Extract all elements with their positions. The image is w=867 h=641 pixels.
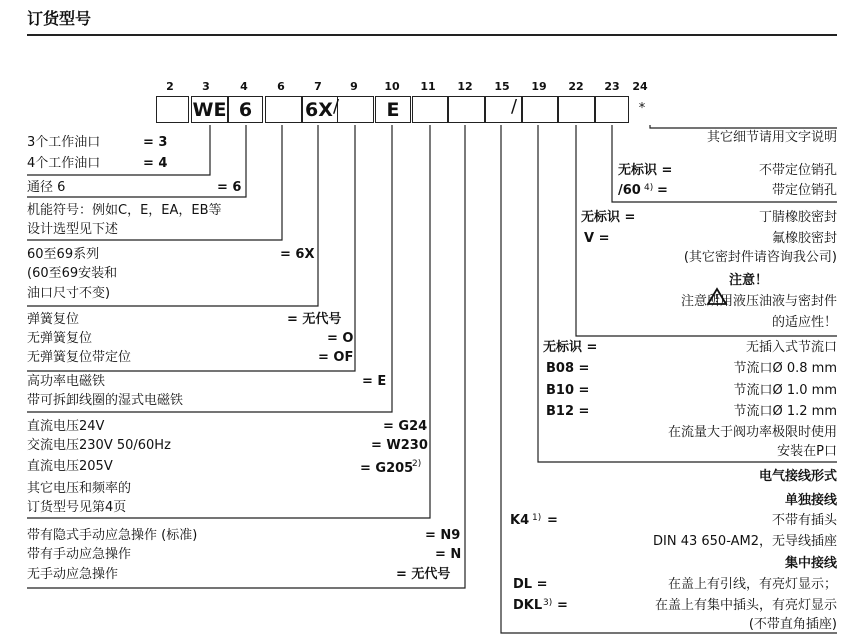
orifice-note: 在流量大于阀功率极限时使用 [667, 425, 837, 440]
dkl-note: (不带直角插座) [748, 617, 837, 632]
nospring-detent-label: 无弹簧复位带定位 [27, 350, 132, 365]
manual-hidden-code: = N9 [425, 528, 461, 543]
position-number: 19 [531, 80, 547, 93]
position-number: 24 [632, 80, 648, 93]
k4-desc: DIN 43 650-AM2，无导线插座 [653, 534, 837, 549]
position-number: 23 [604, 80, 620, 93]
electrical-heading: 电气接线形式 [758, 469, 837, 484]
slash-mark: / [333, 96, 340, 117]
code-box-type: WE [191, 96, 228, 123]
position-number: 15 [494, 80, 510, 93]
dl-code: DL = [513, 577, 548, 592]
footnote-mark: 2) [412, 459, 422, 469]
ports3-label: 3个工作油口 [27, 135, 101, 150]
seal-other-note: (其它密封件请咨询我公司) [683, 250, 837, 265]
position-number: 22 [568, 80, 584, 93]
series-label: 60至69系列 [27, 247, 100, 262]
voltage-205-code: = G205 [360, 461, 414, 476]
position-number: 2 [166, 80, 174, 93]
ports4-label: 4个工作油口 [27, 156, 101, 171]
orifice-b10-desc: 节流口Ø 1.0 mm [733, 383, 837, 398]
voltage-24-label: 直流电压24V [27, 419, 105, 434]
series-note: 油口尺寸不变) [27, 286, 111, 301]
manual-code: = N [435, 547, 462, 562]
seal-none-code: 无标识 = [581, 210, 636, 225]
position-number: 4 [240, 80, 248, 93]
solenoid-code: = E [362, 374, 387, 389]
detent-60-code: /60 [618, 183, 641, 198]
orifice-b12-code: B12 = [546, 404, 590, 419]
position-number: 3 [202, 80, 210, 93]
ports3-code: = 3 [143, 135, 168, 150]
attention-note: 的适应性！ [771, 315, 837, 330]
voltage-24-code: = G24 [383, 419, 428, 434]
spring-code: = 无代号 [287, 312, 342, 327]
voltage-other-note: 订货型号见第4页 [27, 500, 127, 515]
no-manual-label: 无手动应急操作 [27, 567, 119, 582]
detent-60-desc: 带定位销孔 [771, 183, 837, 198]
orifice-b12-desc: 节流口Ø 1.2 mm [733, 404, 837, 419]
symbol-note: 设计选型见下述 [27, 222, 119, 237]
ports4-code: = 4 [143, 156, 168, 171]
central-connection-heading: 集中接线 [784, 556, 837, 571]
orifice-b10-code: B10 = [546, 383, 590, 398]
voltage-205-label: 直流电压205V [27, 459, 113, 474]
k4-desc: 不带有插头 [771, 513, 837, 528]
manual-hidden-label: 带有隐式手动应急操作 (标准) [27, 528, 198, 543]
no-manual-code: = 无代号 [396, 567, 451, 582]
solenoid-note: 带可拆卸线圈的湿式电磁铁 [27, 393, 184, 408]
orifice-none-code: 无标识 = [543, 340, 598, 355]
symbol-label: 机能符号：例如C，E，EA，EB等 [27, 203, 222, 218]
attention-label: 注意！ [729, 273, 769, 288]
other-details-note: 其它细节请用文字说明 [706, 130, 837, 145]
code-box-series: 6X [302, 96, 338, 123]
nospring-code: = O [327, 331, 354, 346]
series-note: (60至69安装和 [27, 266, 118, 281]
orifice-b08-desc: 节流口Ø 0.8 mm [733, 361, 837, 376]
code-box-size: 6 [228, 96, 263, 123]
nospring-detent-code: = OF [318, 350, 354, 365]
seal-nbr-desc: 丁腈橡胶密封 [758, 210, 837, 225]
solenoid-label: 高功率电磁铁 [27, 374, 106, 389]
series-code: = 6X [280, 247, 315, 262]
page-title: 订货型号 [27, 9, 92, 28]
orifice-none-desc: 无插入式节流口 [745, 340, 837, 355]
code-box-other: * [638, 101, 646, 116]
position-number: 7 [314, 80, 322, 93]
single-connection-heading: 单独接线 [784, 493, 837, 508]
dkl-eq: = [557, 598, 568, 613]
position-number: 12 [457, 80, 473, 93]
position-number: 9 [350, 80, 358, 93]
detent-60-eq: = [657, 183, 668, 198]
detent-none-code: 无标识 = [618, 163, 673, 178]
slash-mark: / [511, 96, 518, 117]
voltage-230-code: = W230 [371, 438, 428, 453]
k4-eq: = [547, 513, 558, 528]
k4-code: K4 [510, 513, 530, 528]
position-number: 11 [420, 80, 436, 93]
footnote-mark: 1) [532, 513, 542, 523]
voltage-230-label: 交流电压230V 50/60Hz [27, 438, 171, 453]
nospring-label: 无弹簧复位 [27, 331, 93, 346]
footnote-mark: 3) [543, 598, 553, 608]
seal-v-code: V = [584, 231, 610, 246]
orifice-note: 安装在P口 [777, 444, 837, 459]
spring-label: 弹簧复位 [27, 312, 80, 327]
manual-label: 带有手动应急操作 [27, 547, 132, 562]
size-code: = 6 [217, 180, 242, 195]
dkl-code: DKL [513, 598, 543, 613]
dl-desc: 在盖上有引线，有亮灯显示； [667, 577, 837, 592]
detent-none-desc: 不带定位销孔 [758, 163, 837, 178]
footnote-mark: 4) [644, 183, 654, 193]
leader-other [650, 125, 837, 128]
voltage-other-note: 其它电压和频率的 [27, 481, 132, 496]
size-label: 通径 6 [27, 180, 66, 195]
dkl-desc: 在盖上有集中插头，有亮灯显示 [654, 598, 837, 613]
seal-fkm-desc: 氟橡胶密封 [771, 231, 837, 246]
attention-note: 注意所用液压油液与密封件 [680, 294, 837, 309]
orifice-b08-code: B08 = [546, 361, 590, 376]
position-number: 6 [277, 80, 285, 93]
code-box-solenoid: E [375, 96, 411, 123]
position-number: 10 [384, 80, 400, 93]
